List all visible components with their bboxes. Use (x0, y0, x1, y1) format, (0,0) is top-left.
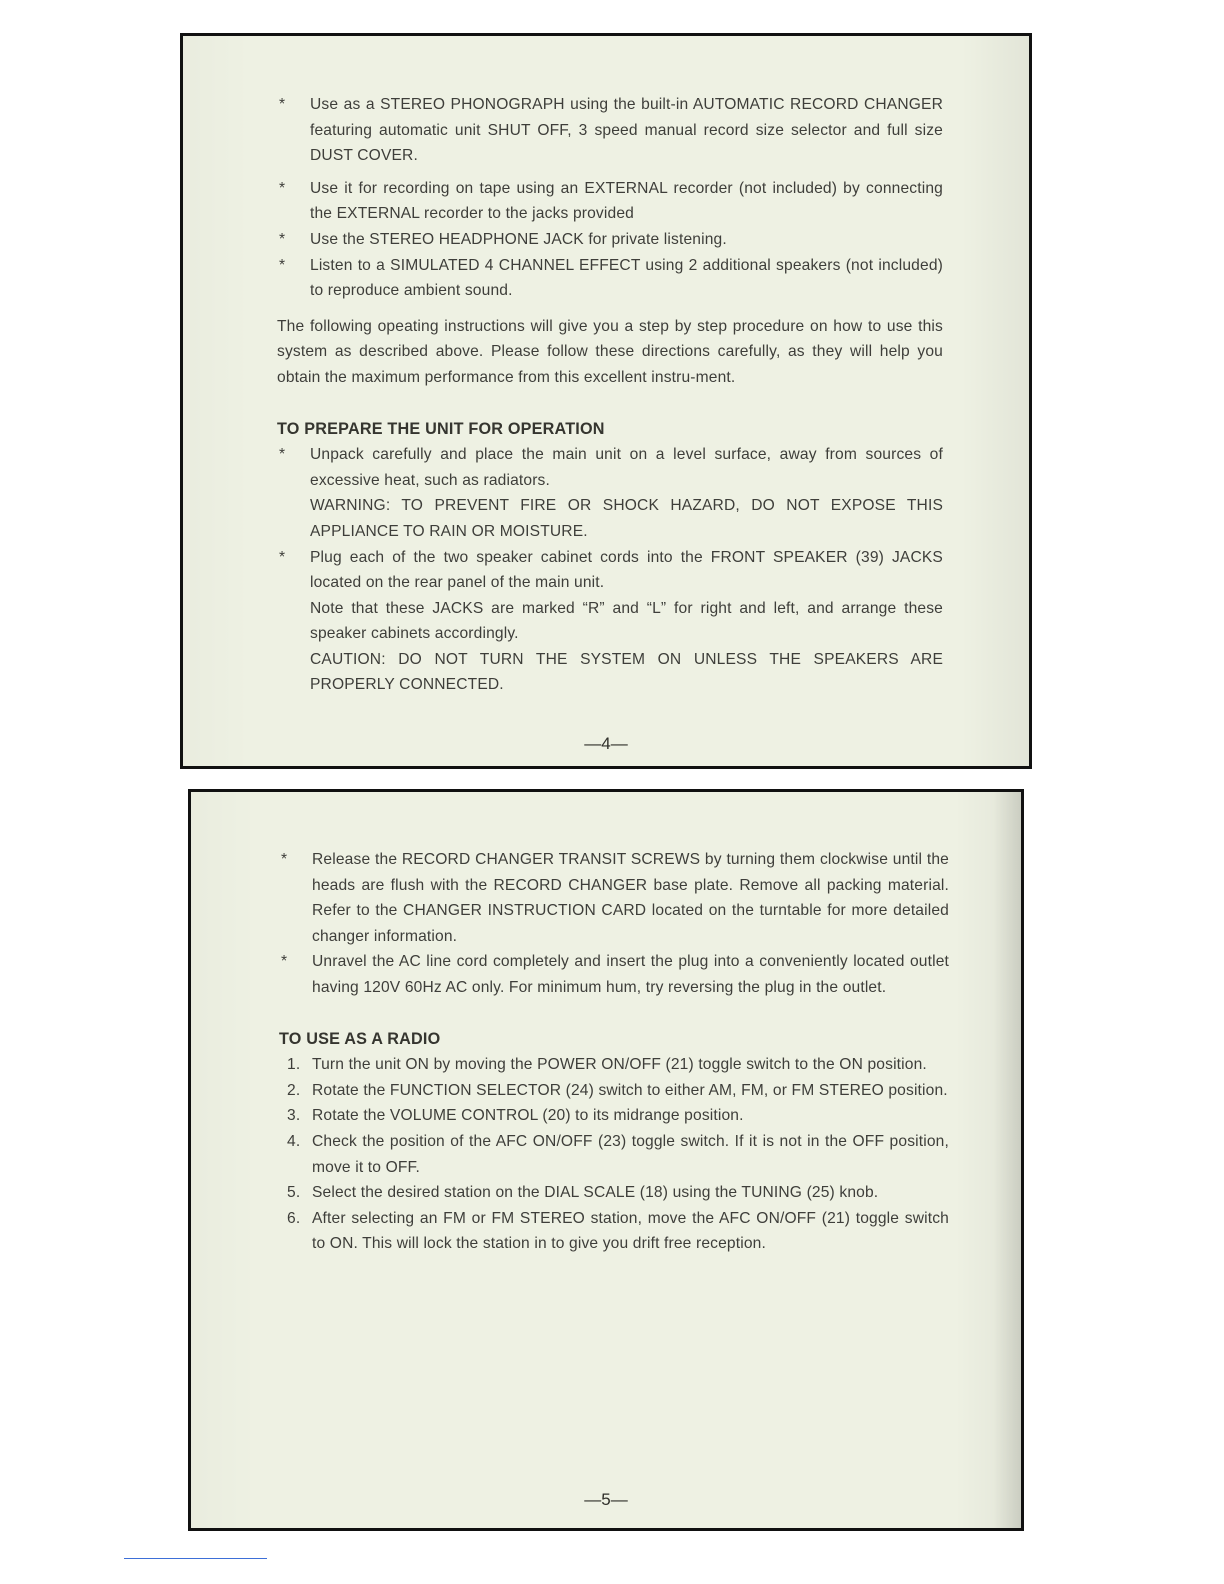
page-5-content (279, 847, 949, 1257)
step-number: 4. (287, 1132, 301, 1150)
radio-step (279, 1078, 949, 1104)
radio-step (279, 1129, 949, 1180)
prepare-item (277, 545, 943, 596)
radio-heading: TO USE AS A RADIO (279, 1029, 441, 1048)
feature-text: Use the STEREO HEADPHONE JACK for private listening. (310, 230, 727, 248)
feature-item (277, 176, 943, 227)
feature-text: Listen to a SIMULATED 4 CHANNEL EFFECT using 2 additional speakers (not included) to reproduce ambient sound. (310, 256, 943, 300)
feature-item (277, 253, 943, 304)
bullet-mark: * (279, 230, 286, 248)
note-text: Note that these JACKS are marked “R” and “L” for right and left, and arrange these speaker cabinets accordingly. (310, 599, 943, 643)
step-number: 3. (287, 1107, 301, 1125)
prepare-item (279, 847, 949, 949)
radio-step (279, 1180, 949, 1206)
step-number: 6. (287, 1209, 301, 1227)
step-number: 2. (287, 1081, 301, 1099)
prepare-item-text: Release the RECORD CHANGER TRANSIT SCREWS by turning them clockwise until the heads are flush with the RECORD CHANGER base plate. Remove all packing material. Refer to the CHANGER INSTRUCTION CARD located on the turntable for more detailed changer information. (312, 851, 949, 945)
prepare-item (277, 442, 943, 493)
bullet-mark: * (279, 446, 286, 464)
manual-page-5 (188, 789, 1024, 1531)
step-text: Turn the unit ON by moving the POWER ON/OFF (21) toggle switch to the ON position. (312, 1056, 927, 1074)
radio-step (279, 1103, 949, 1129)
page-edge-shadow (993, 792, 1021, 1528)
step-text: Check the position of the AFC ON/OFF (23) toggle switch. If it is not in the OFF position, move it to OFF. (312, 1132, 949, 1176)
intro-paragraph: The following opeating instructions will give you a step by step procedure on how to use this system as described above. Please follow these directions carefully, as they will help you obtain the maximum performance from this excellent instru-ment. (277, 317, 943, 386)
feature-item (277, 92, 943, 169)
feature-text: Use it for recording on tape using an EXTERNAL recorder (not included) by connecting the EXTERNAL recorder to the jacks provided (310, 179, 943, 223)
step-number: 5. (287, 1184, 301, 1202)
prepare-item-text: Plug each of the two speaker cabinet cords into the FRONT SPEAKER (39) JACKS located on the rear panel of the main unit. (310, 548, 943, 592)
prepare-item-text: Unpack carefully and place the main unit on a level surface, away from sources of excessive heat, such as radiators. (310, 446, 943, 489)
step-text: Rotate the FUNCTION SELECTOR (24) switch to either AM, FM, or FM STEREO position. (312, 1081, 948, 1099)
bullet-mark: * (279, 256, 286, 274)
step-text: Rotate the VOLUME CONTROL (20) to its midrange position. (312, 1107, 744, 1125)
bullet-mark: * (281, 851, 288, 868)
prepare-item-text: Unravel the AC line cord completely and insert the plug into a conveniently located outlet having 120V 60Hz AC only. For minimum hum, try reversing the plug in the outlet. (312, 953, 949, 996)
page-4-content (277, 92, 943, 698)
feature-item (277, 227, 943, 253)
feature-text: Use as a STEREO PHONOGRAPH using the built-in AUTOMATIC RECORD CHANGER featuring automatic unit SHUT OFF, 3 speed manual record size selector and full size DUST COVER. (310, 96, 943, 165)
radio-step (279, 1206, 949, 1257)
prepare-heading: TO PREPARE THE UNIT FOR OPERATION (277, 419, 605, 438)
bullet-mark: * (281, 953, 288, 971)
step-text: After selecting an FM or FM STEREO station, move the AFC ON/OFF (21) toggle switch to ON. This will lock the station in to give you drift free reception. (312, 1209, 949, 1253)
page-number: —5— (584, 1490, 628, 1509)
bullet-mark: * (279, 96, 286, 113)
bullet-mark: * (279, 179, 286, 197)
step-number: 1. (287, 1056, 301, 1074)
caution-text: CAUTION: DO NOT TURN THE SYSTEM ON UNLESS THE SPEAKERS ARE PROPERLY CONNECTED. (310, 650, 943, 694)
manual-page-4 (180, 33, 1032, 769)
page-number: —4— (584, 734, 628, 753)
footnote-rule (124, 1558, 267, 1559)
warning-text: WARNING: TO PREVENT FIRE OR SHOCK HAZARD, DO NOT EXPOSE THIS APPLIANCE TO RAIN OR MOISTURE. (310, 497, 943, 540)
bullet-mark: * (279, 548, 286, 566)
radio-step (279, 1052, 949, 1078)
step-text: Select the desired station on the DIAL SCALE (18) using the TUNING (25) knob. (312, 1184, 879, 1202)
prepare-item (279, 949, 949, 1000)
